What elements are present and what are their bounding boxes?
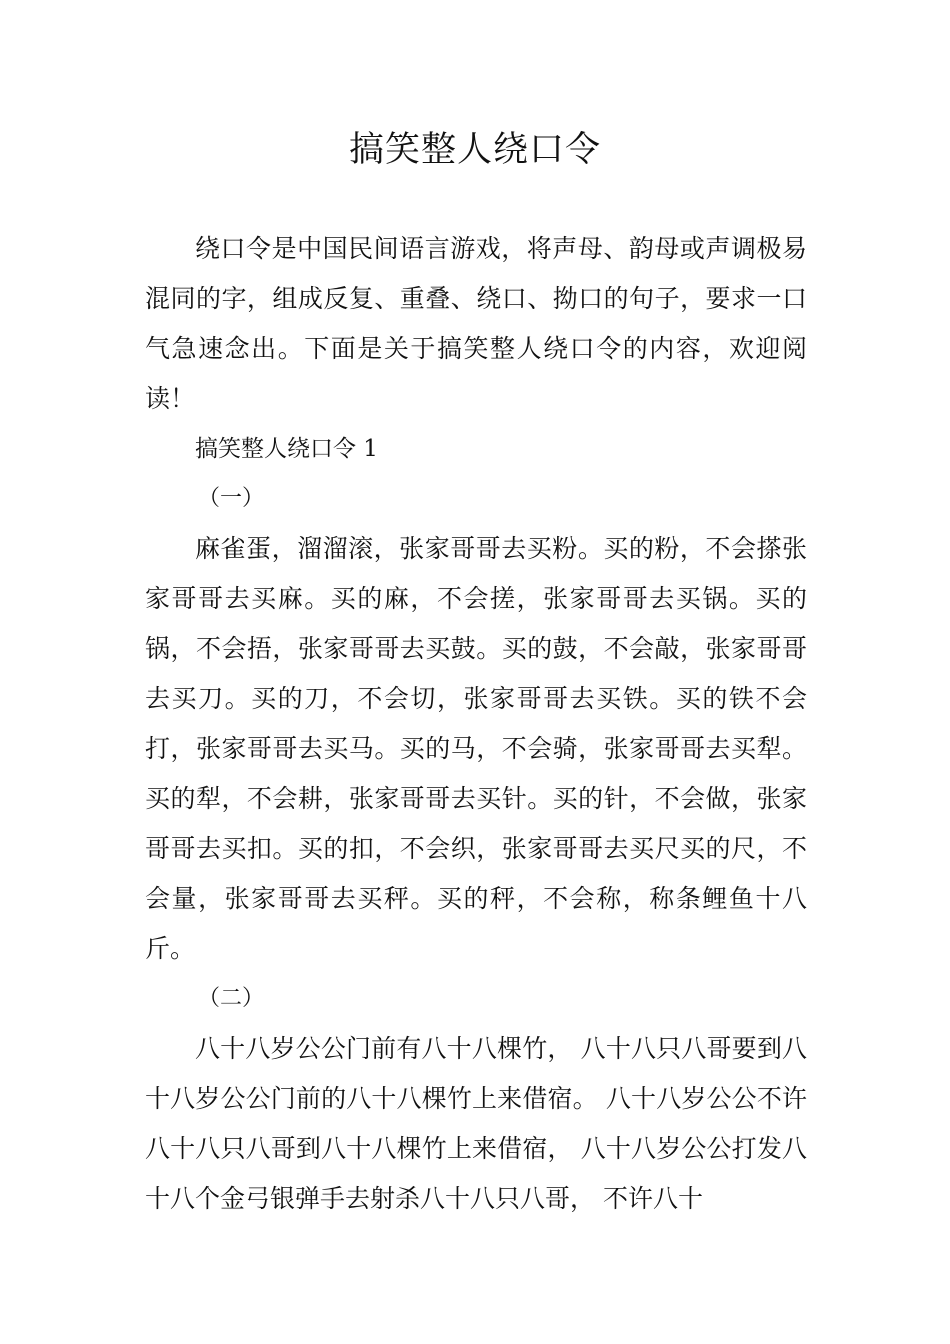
part-two-marker: （二） <box>198 986 265 1011</box>
document-title: 搞笑整人绕口令 <box>348 130 601 170</box>
intro-paragraph: 绕口令是中国民间语言游戏，将声母、韵母或声调极易混同的字，组成反复、重叠、绕口、拗口的句子，要求一口气急速念出。下面是关于搞笑整人绕口令的内容，欢迎阅读！ <box>145 234 807 413</box>
section-heading: 搞笑整人绕口令 1 <box>195 436 378 462</box>
part-one-marker: （一） <box>198 486 265 511</box>
part-one-paragraph: 麻雀蛋，溜溜滚，张家哥哥去买粉。买的粉，不会搽张家哥哥去买麻。买的麻，不会搓，张家哥哥去买锅。买的锅，不会捂，张家哥哥去买鼓。买的鼓，不会敲，张家哥哥去买刀。买的刀，不会切，张家哥哥去买铁。买的铁不会打，张家哥哥去买马。买的马，不会骑，张家哥哥去买犁。买的犁，不会耕，张家哥哥去买针。买的针，不会做，张家哥哥去买扣。买的扣，不会织，张家哥哥去买尺买的尺，不会量，张家哥哥去买秤。买的秤，不会称，称条鲤鱼十八斤。 <box>145 534 807 963</box>
document-body <box>145 224 807 1224</box>
part-two-paragraph: 八十八岁公公门前有八十八棵竹， 八十八只八哥要到八十八岁公公门前的八十八棵竹上来借宿。 八十八岁公公不许八十八只八哥到八十八棵竹上来借宿， 八十八岁公公打发八十八个金弓银弹手去射杀八十八只八哥， 不许八十 <box>145 1034 807 1213</box>
